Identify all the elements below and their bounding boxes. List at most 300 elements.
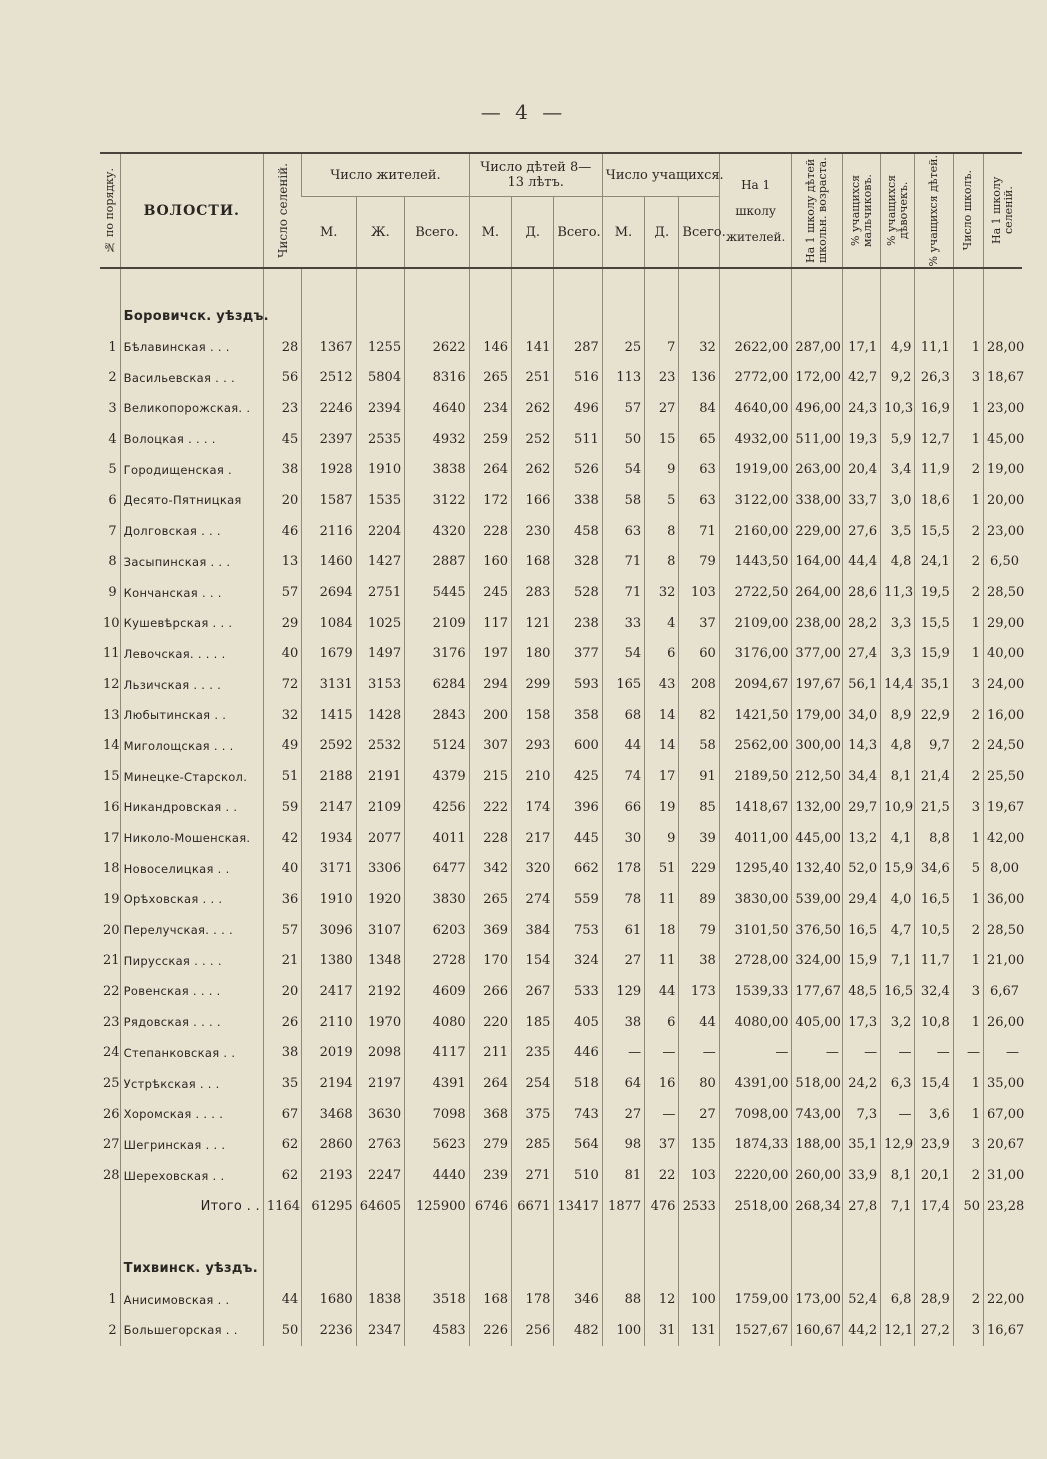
- table-cell: [984, 1246, 1022, 1285]
- table-cell: 1084: [302, 608, 356, 639]
- table-cell: [915, 1246, 953, 1285]
- table-cell: 4320: [405, 516, 470, 547]
- table-cell: 2535: [356, 424, 404, 455]
- table-cell: 263,00: [792, 454, 842, 485]
- table-cell: 27,6: [842, 516, 880, 547]
- table-cell: 2098: [356, 1038, 404, 1069]
- table-cell: 19,00: [984, 454, 1022, 485]
- table-cell: [512, 268, 554, 293]
- table-cell: 445: [554, 823, 602, 854]
- volost-name: Минецке-Старскол.: [120, 761, 263, 792]
- table-cell: 103: [679, 577, 719, 608]
- table-cell: [469, 1246, 511, 1285]
- table-cell: 58: [679, 731, 719, 762]
- table-cell: 4080: [405, 1007, 470, 1038]
- table-row: [100, 731, 1022, 762]
- table-cell: 26: [263, 1007, 301, 1038]
- table-cell: 593: [554, 669, 602, 700]
- table-cell: 2: [953, 1160, 983, 1191]
- row-number: 20: [103, 922, 120, 938]
- table-cell: 259: [469, 424, 511, 455]
- table-row: [100, 332, 1022, 363]
- table-cell: 1421,50: [719, 700, 792, 731]
- table-cell: 230: [512, 516, 554, 547]
- table-cell: —: [915, 1038, 953, 1069]
- row-number: 9: [108, 585, 117, 601]
- table-cell: 132,00: [792, 792, 842, 823]
- table-cell: —: [792, 1038, 842, 1069]
- table-cell: 17,3: [842, 1007, 880, 1038]
- row-number: 25: [103, 1076, 120, 1092]
- table-cell: 4011: [405, 823, 470, 854]
- table-cell: 78: [602, 884, 644, 915]
- table-cell: 528: [554, 577, 602, 608]
- table-cell: 28,2: [842, 608, 880, 639]
- table-cell: 62: [263, 1160, 301, 1191]
- table-cell: 1295,40: [719, 853, 792, 884]
- table-cell: 178: [512, 1284, 554, 1315]
- table-cell: 2188: [302, 761, 356, 792]
- table-cell: 2: [953, 1284, 983, 1315]
- table-cell: 564: [554, 1130, 602, 1161]
- table-cell: 23: [645, 362, 679, 393]
- table-cell: 4440: [405, 1160, 470, 1191]
- header-settlements: Число селеній.: [263, 153, 301, 268]
- table-cell: 7: [645, 332, 679, 363]
- table-cell: 1: [953, 1007, 983, 1038]
- table-cell: 1418,67: [719, 792, 792, 823]
- table-cell: 2532: [356, 731, 404, 762]
- table-cell: 25,50: [984, 761, 1022, 792]
- table-cell: 35,1: [915, 669, 953, 700]
- table-cell: 1838: [356, 1284, 404, 1315]
- table-cell: 6,67: [984, 976, 1022, 1007]
- table-cell: 59: [263, 792, 301, 823]
- table-cell: 180: [512, 639, 554, 670]
- header-pupils: Число учащихся.: [602, 153, 719, 197]
- table-cell: 10,9: [881, 792, 915, 823]
- table-cell: 24,2: [842, 1068, 880, 1099]
- volost-name: Кушевѣрская . . .: [120, 608, 263, 639]
- table-cell: 5445: [405, 577, 470, 608]
- table-cell: 4,8: [881, 731, 915, 762]
- table-cell: 45,00: [984, 424, 1022, 455]
- table-cell: 2: [953, 700, 983, 731]
- table-cell: [405, 268, 470, 293]
- table-cell: 58: [602, 485, 644, 516]
- table-cell: 287,00: [792, 332, 842, 363]
- table-cell: [100, 1246, 120, 1285]
- table-body: [100, 268, 1025, 1346]
- table-cell: 294: [469, 669, 511, 700]
- table-cell: 1: [953, 639, 983, 670]
- table-cell: 24,3: [842, 393, 880, 424]
- table-cell: 11,7: [915, 945, 953, 976]
- table-cell: 48,5: [842, 976, 880, 1007]
- table-cell: 63: [679, 485, 719, 516]
- table-cell: 2694: [302, 577, 356, 608]
- volost-name: Шегринская . . .: [120, 1130, 263, 1161]
- table-cell: 2: [953, 547, 983, 578]
- table-cell: 2533: [679, 1191, 719, 1222]
- table-cell: —: [842, 1038, 880, 1069]
- table-cell: 27: [602, 1099, 644, 1130]
- statistics-table-sheet: [100, 152, 1025, 1352]
- table-cell: 81: [602, 1160, 644, 1191]
- table-cell: 113: [602, 362, 644, 393]
- table-cell: 1348: [356, 945, 404, 976]
- table-cell: 262: [512, 393, 554, 424]
- table-cell: 64605: [356, 1191, 404, 1222]
- table-cell: 135: [679, 1130, 719, 1161]
- row-number: 27: [103, 1137, 120, 1153]
- table-cell: 293: [512, 731, 554, 762]
- table-cell: 28,6: [842, 577, 880, 608]
- table-cell: 82: [679, 700, 719, 731]
- table-cell: [120, 1222, 263, 1246]
- table-row: [100, 1284, 1022, 1315]
- table-cell: 170: [469, 945, 511, 976]
- table-cell: 164,00: [792, 547, 842, 578]
- table-cell: 21: [263, 945, 301, 976]
- table-cell: 2622: [405, 332, 470, 363]
- table-cell: 2763: [356, 1130, 404, 1161]
- volost-name: Волоцкая . . . .: [120, 424, 263, 455]
- table-cell: 375: [512, 1099, 554, 1130]
- table-cell: 405: [554, 1007, 602, 1038]
- table-row: [100, 884, 1022, 915]
- table-cell: [679, 293, 719, 332]
- table-cell: 84: [679, 393, 719, 424]
- table-cell: 5: [953, 853, 983, 884]
- table-cell: 51: [645, 853, 679, 884]
- table-cell: 1: [953, 884, 983, 915]
- volost-name: Ровенская . . . .: [120, 976, 263, 1007]
- table-cell: 211: [469, 1038, 511, 1069]
- table-cell: 35,00: [984, 1068, 1022, 1099]
- table-cell: 226: [469, 1315, 511, 1346]
- total-row: [100, 1191, 1022, 1222]
- row-number: 28: [103, 1168, 120, 1184]
- table-cell: [120, 268, 263, 293]
- table-cell: 25: [602, 332, 644, 363]
- table-cell: 1874,33: [719, 1130, 792, 1161]
- table-cell: [719, 268, 792, 293]
- table-cell: 13,2: [842, 823, 880, 854]
- table-cell: 10,8: [915, 1007, 953, 1038]
- table-cell: 267: [512, 976, 554, 1007]
- table-cell: 7,1: [881, 1191, 915, 1222]
- table-cell: 44: [263, 1284, 301, 1315]
- table-cell: 14,3: [842, 731, 880, 762]
- table-cell: 17,1: [842, 332, 880, 363]
- table-cell: 26,3: [915, 362, 953, 393]
- table-cell: 56,1: [842, 669, 880, 700]
- table-cell: 16,00: [984, 700, 1022, 731]
- row-number: 16: [103, 799, 120, 815]
- table-cell: 2728,00: [719, 945, 792, 976]
- table-cell: 533: [554, 976, 602, 1007]
- table-cell: [469, 1222, 511, 1246]
- table-cell: 13417: [554, 1191, 602, 1222]
- table-cell: 52,0: [842, 853, 880, 884]
- table-cell: 2193: [302, 1160, 356, 1191]
- header-children-d: Д.: [512, 197, 554, 269]
- volost-name: Засыпинская . . .: [120, 547, 263, 578]
- table-cell: [263, 268, 301, 293]
- table-cell: 2: [953, 731, 983, 762]
- table-cell: 21,5: [915, 792, 953, 823]
- row-number: 10: [103, 615, 120, 631]
- table-cell: 24,1: [915, 547, 953, 578]
- table-cell: 33: [602, 608, 644, 639]
- table-cell: 80: [679, 1068, 719, 1099]
- table-cell: 36: [263, 884, 301, 915]
- table-cell: [645, 1246, 679, 1285]
- row-number: 19: [103, 891, 120, 907]
- table-cell: [602, 293, 644, 332]
- table-row: [100, 761, 1022, 792]
- table-cell: 384: [512, 915, 554, 946]
- table-cell: 177,67: [792, 976, 842, 1007]
- table-cell: [405, 1246, 470, 1285]
- table-cell: 4,9: [881, 332, 915, 363]
- table-cell: 26,00: [984, 1007, 1022, 1038]
- table-cell: 220: [469, 1007, 511, 1038]
- section-heading-row: [100, 1246, 1022, 1285]
- table-cell: 29,00: [984, 608, 1022, 639]
- table-cell: 3,6: [915, 1099, 953, 1130]
- volost-name: Шереховская . .: [120, 1160, 263, 1191]
- table-cell: 64: [602, 1068, 644, 1099]
- table-cell: 54: [602, 639, 644, 670]
- table-cell: 229,00: [792, 516, 842, 547]
- table-cell: 11,3: [881, 577, 915, 608]
- table-cell: [302, 293, 356, 332]
- table-cell: 19,3: [842, 424, 880, 455]
- table-header: [100, 153, 1022, 268]
- row-number: 12: [103, 677, 120, 693]
- table-cell: 559: [554, 884, 602, 915]
- table-cell: 40: [263, 639, 301, 670]
- table-cell: —: [881, 1099, 915, 1130]
- table-cell: 217: [512, 823, 554, 854]
- table-cell: 299: [512, 669, 554, 700]
- volost-name: Николо-Мошенская.: [120, 823, 263, 854]
- table-cell: 23,28: [984, 1191, 1022, 1222]
- table-cell: 15,9: [842, 945, 880, 976]
- table-cell: 44,2: [842, 1315, 880, 1346]
- table-cell: 7098: [405, 1099, 470, 1130]
- table-cell: 21,4: [915, 761, 953, 792]
- table-cell: 3830,00: [719, 884, 792, 915]
- table-cell: 300,00: [792, 731, 842, 762]
- table-cell: 168: [469, 1284, 511, 1315]
- row-number: 2: [108, 1322, 117, 1338]
- table-cell: 1970: [356, 1007, 404, 1038]
- table-cell: 6203: [405, 915, 470, 946]
- table-cell: 46: [263, 516, 301, 547]
- table-cell: 61295: [302, 1191, 356, 1222]
- table-cell: 15,5: [915, 516, 953, 547]
- table-cell: 338,00: [792, 485, 842, 516]
- table-cell: 88: [602, 1284, 644, 1315]
- header-pupils-d: Д.: [645, 197, 679, 269]
- table-cell: 44: [645, 976, 679, 1007]
- table-cell: [719, 1246, 792, 1285]
- table-cell: 1877: [602, 1191, 644, 1222]
- table-cell: 482: [554, 1315, 602, 1346]
- table-cell: 22,9: [915, 700, 953, 731]
- table-cell: 44,4: [842, 547, 880, 578]
- table-cell: 67,00: [984, 1099, 1022, 1130]
- table-cell: 60: [679, 639, 719, 670]
- table-cell: 14: [645, 700, 679, 731]
- table-cell: 15,5: [915, 608, 953, 639]
- table-row: [100, 454, 1022, 485]
- table-cell: 2236: [302, 1315, 356, 1346]
- table-cell: 3: [953, 1315, 983, 1346]
- table-cell: [679, 1222, 719, 1246]
- table-cell: 12: [645, 1284, 679, 1315]
- table-cell: 27: [602, 945, 644, 976]
- table-cell: 23,00: [984, 516, 1022, 547]
- volost-name: Никандровская . .: [120, 792, 263, 823]
- row-number: 2: [108, 370, 117, 386]
- table-cell: 9: [645, 454, 679, 485]
- table-cell: 600: [554, 731, 602, 762]
- row-number: 1: [108, 1292, 117, 1308]
- table-cell: [881, 1246, 915, 1285]
- header-residents-total: Всего.: [405, 197, 470, 269]
- table-cell: 45: [263, 424, 301, 455]
- table-cell: 20,00: [984, 485, 1022, 516]
- table-row: [100, 669, 1022, 700]
- table-cell: 31,00: [984, 1160, 1022, 1191]
- table-cell: [881, 1222, 915, 1246]
- table-cell: 165: [602, 669, 644, 700]
- table-cell: 4: [645, 608, 679, 639]
- table-cell: 34,6: [915, 853, 953, 884]
- table-cell: 234: [469, 393, 511, 424]
- table-cell: 3830: [405, 884, 470, 915]
- table-cell: 307: [469, 731, 511, 762]
- table-cell: 3,0: [881, 485, 915, 516]
- table-cell: 27,2: [915, 1315, 953, 1346]
- table-cell: 2160,00: [719, 516, 792, 547]
- header-residents-zh: Ж.: [356, 197, 404, 269]
- table-cell: [679, 1246, 719, 1285]
- table-cell: [719, 1222, 792, 1246]
- table-row: [100, 1007, 1022, 1038]
- header-pct-children: % учащихся дѣтей.: [915, 153, 953, 268]
- volost-name: Льзичская . . . .: [120, 669, 263, 700]
- table-cell: 458: [554, 516, 602, 547]
- header-volosti: ВОЛОСТИ.: [120, 153, 263, 268]
- table-cell: 100: [679, 1284, 719, 1315]
- table-cell: 346: [554, 1284, 602, 1315]
- table-cell: 2: [953, 516, 983, 547]
- row-number: 15: [103, 769, 120, 785]
- table-cell: 2887: [405, 547, 470, 578]
- table-cell: 2191: [356, 761, 404, 792]
- table-cell: [915, 268, 953, 293]
- table-cell: 38: [679, 945, 719, 976]
- table-cell: 4379: [405, 761, 470, 792]
- table-row: [100, 608, 1022, 639]
- table-cell: 4011,00: [719, 823, 792, 854]
- volost-name: Левочская. . . . .: [120, 639, 263, 670]
- table-cell: 3838: [405, 454, 470, 485]
- table-cell: 57: [602, 393, 644, 424]
- row-number: 14: [103, 738, 120, 754]
- table-cell: 51: [263, 761, 301, 792]
- table-cell: 5,9: [881, 424, 915, 455]
- table-cell: 3,5: [881, 516, 915, 547]
- table-cell: 30: [602, 823, 644, 854]
- table-cell: [356, 1246, 404, 1285]
- table-cell: 2192: [356, 976, 404, 1007]
- table-cell: 511: [554, 424, 602, 455]
- row-number: 8: [108, 554, 117, 570]
- table-cell: 2622,00: [719, 332, 792, 363]
- table-cell: 85: [679, 792, 719, 823]
- table-cell: [100, 268, 120, 293]
- table-cell: 71: [679, 516, 719, 547]
- table-cell: 50: [263, 1315, 301, 1346]
- table-cell: 1497: [356, 639, 404, 670]
- table-cell: 2772,00: [719, 362, 792, 393]
- table-cell: 98: [602, 1130, 644, 1161]
- table-cell: 3: [953, 792, 983, 823]
- table-cell: 44: [679, 1007, 719, 1038]
- table-cell: 1380: [302, 945, 356, 976]
- section-title: Тихвинск. уѣздъ.: [120, 1246, 263, 1285]
- table-cell: [792, 1222, 842, 1246]
- table-cell: 4609: [405, 976, 470, 1007]
- table-cell: —: [719, 1038, 792, 1069]
- table-cell: 2019: [302, 1038, 356, 1069]
- table-cell: 1367: [302, 332, 356, 363]
- table-cell: 1527,67: [719, 1315, 792, 1346]
- table-cell: 377: [554, 639, 602, 670]
- table-cell: 2728: [405, 945, 470, 976]
- table-cell: 3107: [356, 915, 404, 946]
- header-children: Число дѣтей 8—13 лѣтъ.: [469, 153, 602, 197]
- table-cell: 2860: [302, 1130, 356, 1161]
- table-cell: 8: [645, 516, 679, 547]
- table-cell: 28: [263, 332, 301, 363]
- table-cell: [984, 1222, 1022, 1246]
- table-cell: 3630: [356, 1099, 404, 1130]
- table-cell: 14: [645, 731, 679, 762]
- table-cell: 42,7: [842, 362, 880, 393]
- table-cell: 2751: [356, 577, 404, 608]
- table-cell: 1: [953, 424, 983, 455]
- table-cell: 178: [602, 853, 644, 884]
- table-row: [100, 976, 1022, 1007]
- table-cell: 8,8: [915, 823, 953, 854]
- table-cell: 2: [953, 761, 983, 792]
- table-cell: 3171: [302, 853, 356, 884]
- table-cell: [881, 293, 915, 332]
- table-cell: 262: [512, 454, 554, 485]
- table-cell: 12,1: [881, 1315, 915, 1346]
- table-cell: 6671: [512, 1191, 554, 1222]
- table-cell: 3: [953, 976, 983, 1007]
- volost-name: Великопорожская. .: [120, 393, 263, 424]
- table-cell: 4,0: [881, 884, 915, 915]
